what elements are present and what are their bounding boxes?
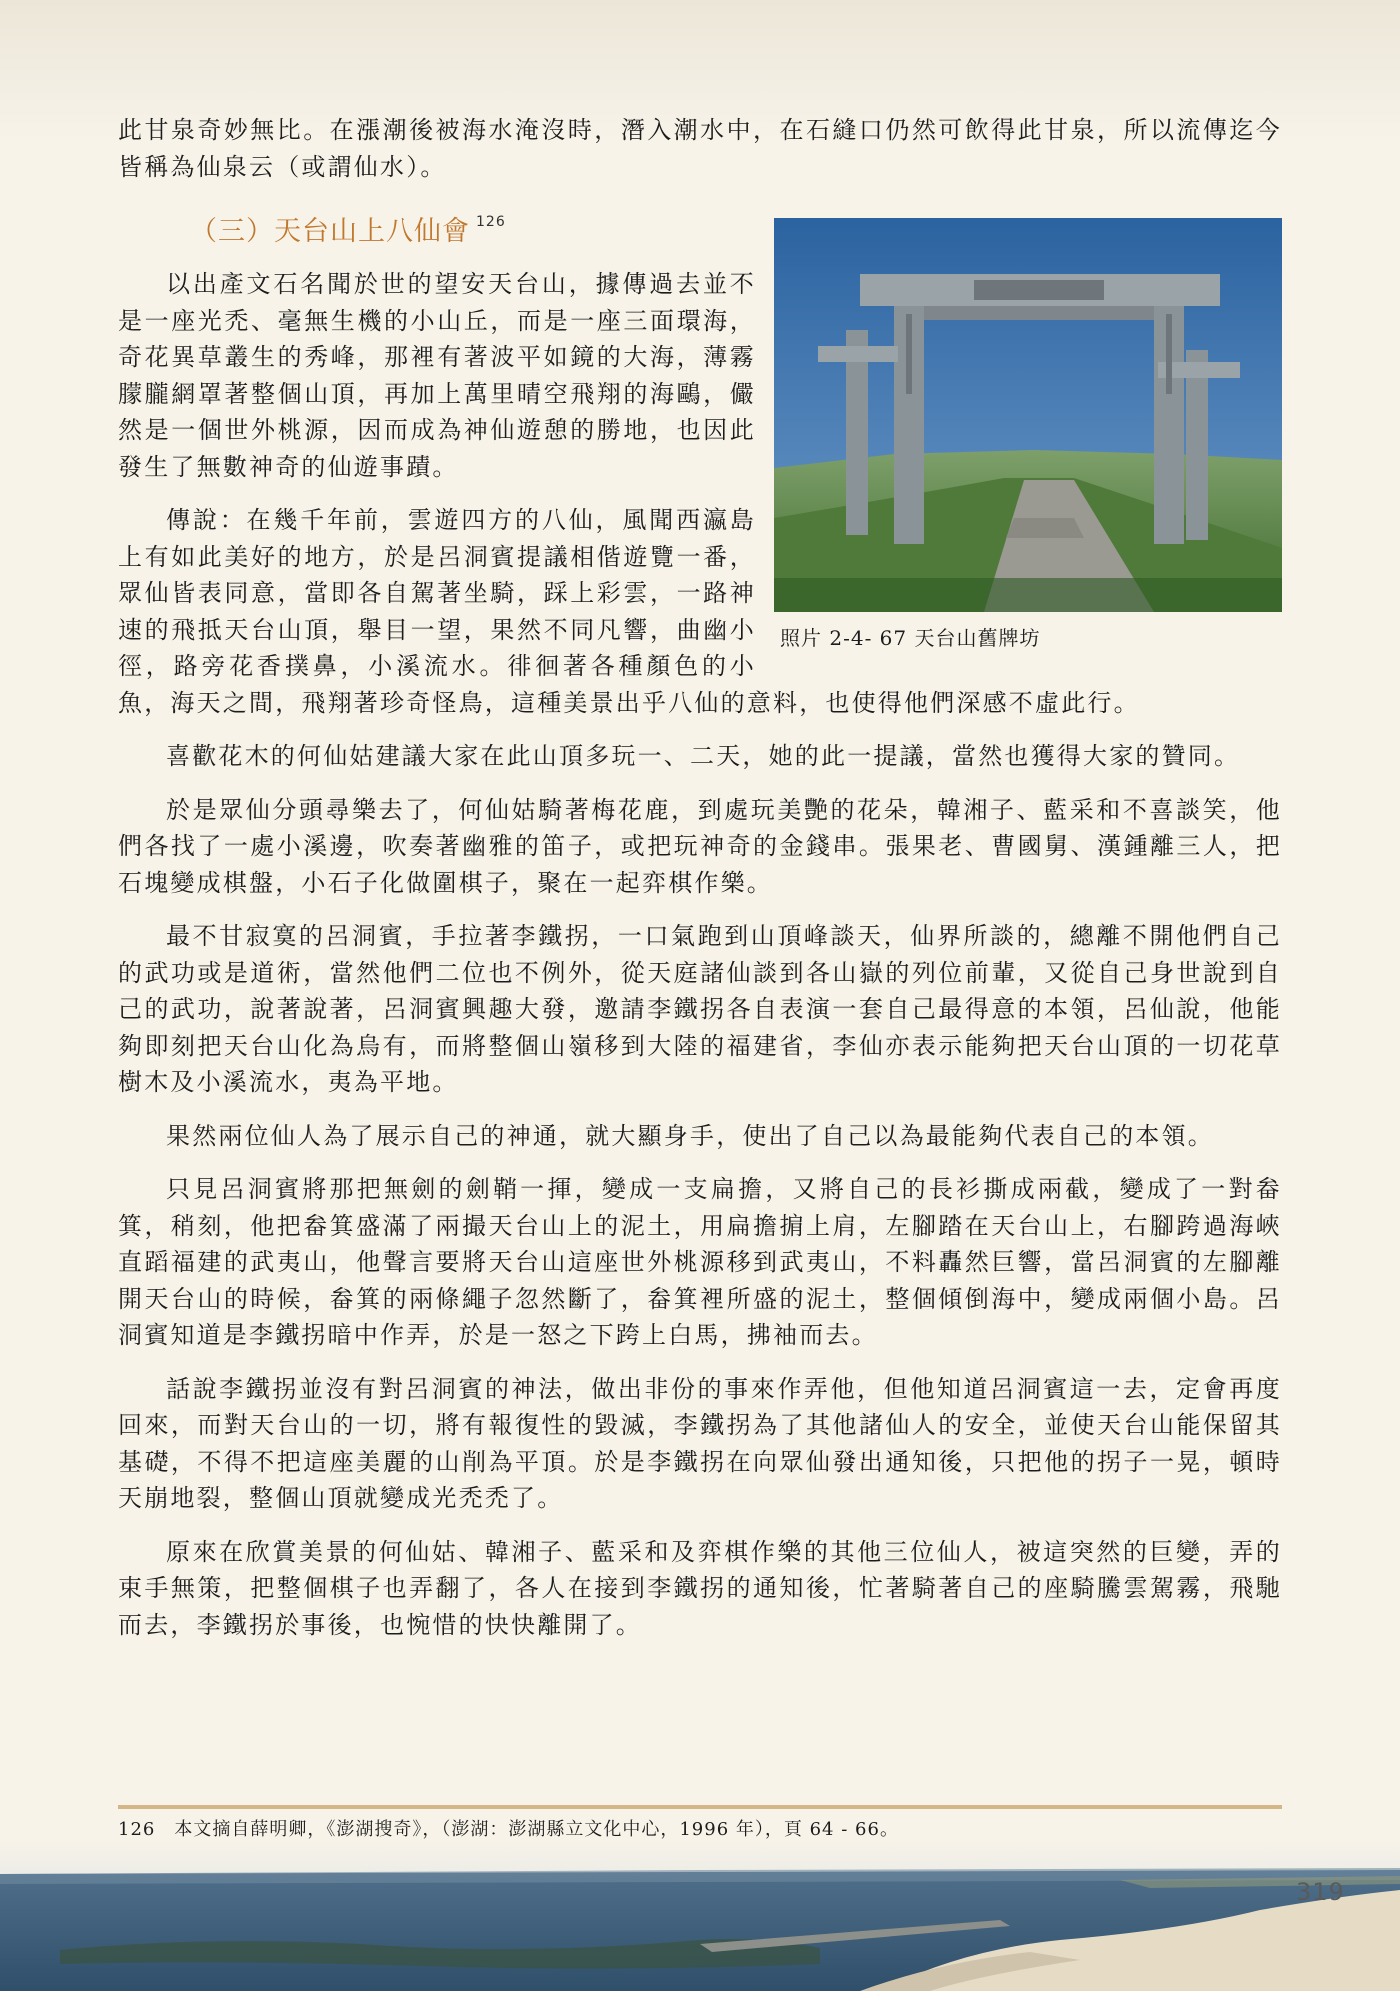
paragraph-8: 只見呂洞賓將那把無劍的劍鞘一揮，變成一支扁擔，又將自己的長衫撕成兩截，變成了一對畚箕，稍刻，他把畚箕盛滿了兩撮天台山上的泥土，用扁擔掮上肩，左腳踏在天台山上，右腳跨過海峽直蹈福建的武夷山，他聲言要將天台山這座世外桃源移到武夷山，不料轟然巨響，當呂洞賓的左腳離開天台山的時候，畚箕的兩條繩子忽然斷了，畚箕裡所盛的泥土，整個傾倒海中，變成兩個小島。呂洞賓知道是李鐵拐暗中作弄，於是一怒之下跨上白馬，拂袖而去。: [118, 1175, 1282, 1349]
footnote-marker: 126: [476, 214, 506, 230]
page-number: 319: [1296, 1878, 1345, 1906]
paragraph-3: 傳說：在幾千年前，雲遊四方的八仙，風聞西瀛島上有如此美好的地方，於是呂洞賓提議相偕遊覽一番，眾仙皆表同意，當即各自駕著坐騎，踩上彩雲，一路神速的飛抵天台山頂，舉目一望，果然不同凡響，曲幽小徑，路旁花香撲鼻，小溪流水。徘徊著各種顏色的小魚，海天之間，飛翔著珍奇怪鳥，這種美景出乎八仙的意料，也使得他們深感不虛此行。: [118, 506, 1140, 717]
paragraph-1: 此甘泉奇妙無比。在漲潮後被海水淹沒時，潛入潮水中，在石縫口仍然可飲得此甘泉，所以流傳迄今皆稱為仙泉云（或謂仙水）。: [118, 116, 1282, 181]
footnote: 126 本文摘自薛明卿，《澎湖搜奇》，（澎湖：澎湖縣立文化中心，1996 年），頁 64 - 66。: [118, 1819, 899, 1840]
archway-photo-illustration: [774, 218, 1282, 612]
coastline-illustration: [0, 1840, 1400, 1991]
paragraph-6: 最不甘寂寞的呂洞賓，手拉著李鐵拐，一口氣跑到山頂峰談天，仙界所談的，總離不開他們自己的武功或是道術，當然他們二位也不例外，從天庭諸仙談到各山嶽的列位前輩，又從自己身世說到自己的武功，說著說著，呂洞賓興趣大發，邀請李鐵拐各自表演一套自己最得意的本領，呂仙說，他能夠即刻把天台山化為烏有，而將整個山嶺移到大陸的福建省，李仙亦表示能夠把天台山頂的一切花草樹木及小溪流水，夷為平地。: [118, 922, 1282, 1096]
coastline-footer-image: [0, 1840, 1400, 1991]
archway-photo: [774, 218, 1282, 612]
paragraph-5: 於是眾仙分頭尋樂去了，何仙姑騎著梅花鹿，到處玩美艷的花朵，韓湘子、藍采和不喜談笑，他們各找了一處小溪邊，吹奏著幽雅的笛子，或把玩神奇的金錢串。張果老、曹國舅、漢鍾離三人，把石塊變成棋盤，小石子化做圍棋子，聚在一起弈棋作樂。: [118, 795, 1282, 897]
paragraph-4: 喜歡花木的何仙姑建議大家在此山頂多玩一、二天，她的此一提議，當然也獲得大家的贊同。: [166, 742, 1241, 770]
photo-caption: 照片 2-4- 67 天台山舊牌坊: [780, 626, 1041, 650]
paragraph-7: 果然兩位仙人為了展示自己的神通，就大顯身手，使出了自己以為最能夠代表自己的本領。: [166, 1121, 1214, 1150]
paragraph-10: 原來在欣賞美景的何仙姑、韓湘子、藍采和及弈棋作樂的其他三位仙人，被這突然的巨變，弄的束手無策，把整個棋子也弄翻了，各人在接到李鐵拐的通知後，忙著騎著自己的座騎騰雲駕霧，飛馳而去，李鐵拐於事後，也惋惜的快快離開了。: [118, 1537, 1282, 1639]
main-content: [118, 112, 1282, 1660]
section-title: （三）天台山上八仙會: [190, 216, 470, 247]
footnote-divider: [118, 1805, 1282, 1809]
photo-figure: [774, 218, 1282, 670]
paragraph-9: 話說李鐵拐並沒有對呂洞賓的神法，做出非份的事來作弄他，但他知道呂洞賓這一去，定會再度回來，而對天台山的一切，將有報復性的毀滅，李鐵拐為了其他諸仙人的安全，並使天台山能保留其基礎，不得不把這座美麗的山削為平頂。於是李鐵拐在向眾仙發出通知後，只把他的拐子一晃，頓時天崩地裂，整個山頂就變成光禿禿了。: [118, 1374, 1282, 1512]
paragraph-2: 以出產文石名聞於世的望安天台山，據傳過去並不是一座光禿、毫無生機的小山丘，而是一座三面環海，奇花異草叢生的秀峰，那裡有著波平如鏡的大海，薄霧朦朧網罩著整個山頂，再加上萬里晴空飛翔的海鷗，儼然是一個世外桃源，因而成為神仙遊憩的勝地，也因此發生了無數神奇的仙遊事蹟。: [118, 270, 756, 481]
